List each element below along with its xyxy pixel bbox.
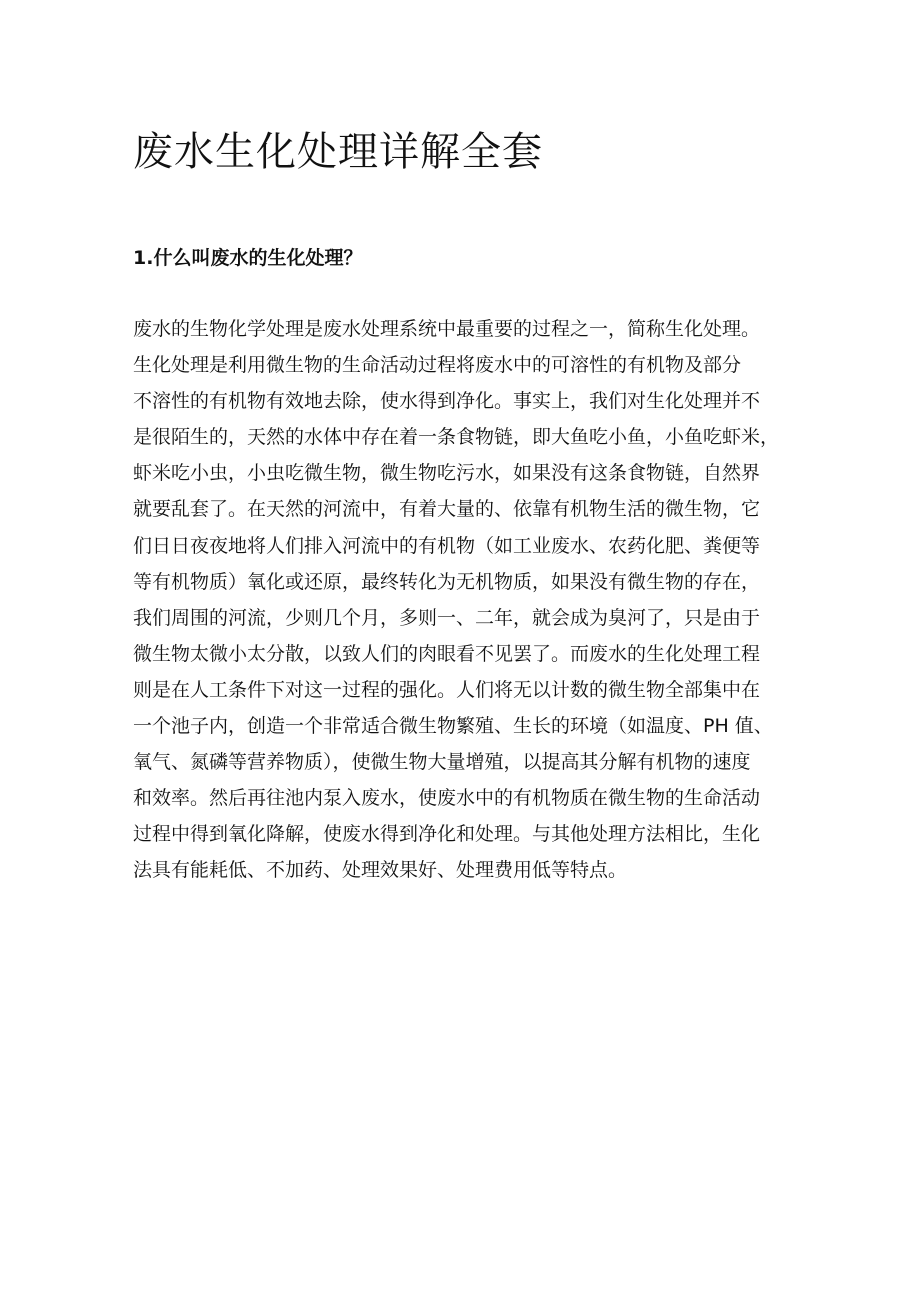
paragraph-line: 和效率。然后再往池内泵入废水，使废水中的有机物质在微生物的生命活动 [133, 787, 761, 810]
section-heading: 1.什么叫废水的生化处理？ [133, 247, 363, 269]
paragraph-line: 微生物太微小太分散，以致人们的肉眼看不见罢了。而废水的生化处理工程 [133, 642, 761, 665]
paragraph-line: 氧气、氮磷等营养物质），使微生物大量增殖，以提高其分解有机物的速度 [133, 751, 751, 774]
paragraph-line: 则是在人工条件下对这一过程的强化。人们将无以计数的微生物全部集中在 [133, 678, 761, 701]
paragraph-line: 虾米吃小虫，小虫吃微生物，微生物吃污水，如果没有这条食物链，自然界 [133, 462, 761, 485]
document-title: 废水生化处理详解全套 [133, 129, 543, 175]
paragraph-line: 生化处理是利用微生物的生命活动过程将废水中的可溶性的有机物及部分 [133, 354, 742, 377]
paragraph-line: 过程中得到氧化降解，使废水得到净化和处理。与其他处理方法相比，生化 [133, 823, 761, 846]
body-paragraph [133, 311, 813, 889]
paragraph-line: 们日日夜夜地将人们排入河流中的有机物（如工业废水、农药化肥、粪便等 [133, 534, 761, 557]
paragraph-line: 不溶性的有机物有效地去除，使水得到净化。事实上，我们对生化处理并不 [133, 390, 761, 413]
paragraph-line: 一个池子内，创造一个非常适合微生物繁殖、生长的环境（如温度、PH 值、 [133, 715, 773, 738]
paragraph-line: 法具有能耗低、不加药、处理效果好、处理费用低等特点。 [133, 859, 628, 882]
paragraph-line: 等有机物质）氧化或还原，最终转化为无机物质，如果没有微生物的存在， [133, 570, 761, 593]
paragraph-line: 是很陌生的，天然的水体中存在着一条食物链，即大鱼吃小鱼，小鱼吃虾米， [133, 426, 780, 449]
paragraph-line: 就要乱套了。在天然的河流中，有着大量的、依靠有机物生活的微生物，它 [133, 498, 761, 521]
paragraph-line: 废水的生物化学处理是废水处理系统中最重要的过程之一，简称生化处理。 [133, 318, 761, 340]
paragraph-line: 我们周围的河流，少则几个月，多则一、二年，就会成为臭河了，只是由于 [133, 606, 761, 629]
